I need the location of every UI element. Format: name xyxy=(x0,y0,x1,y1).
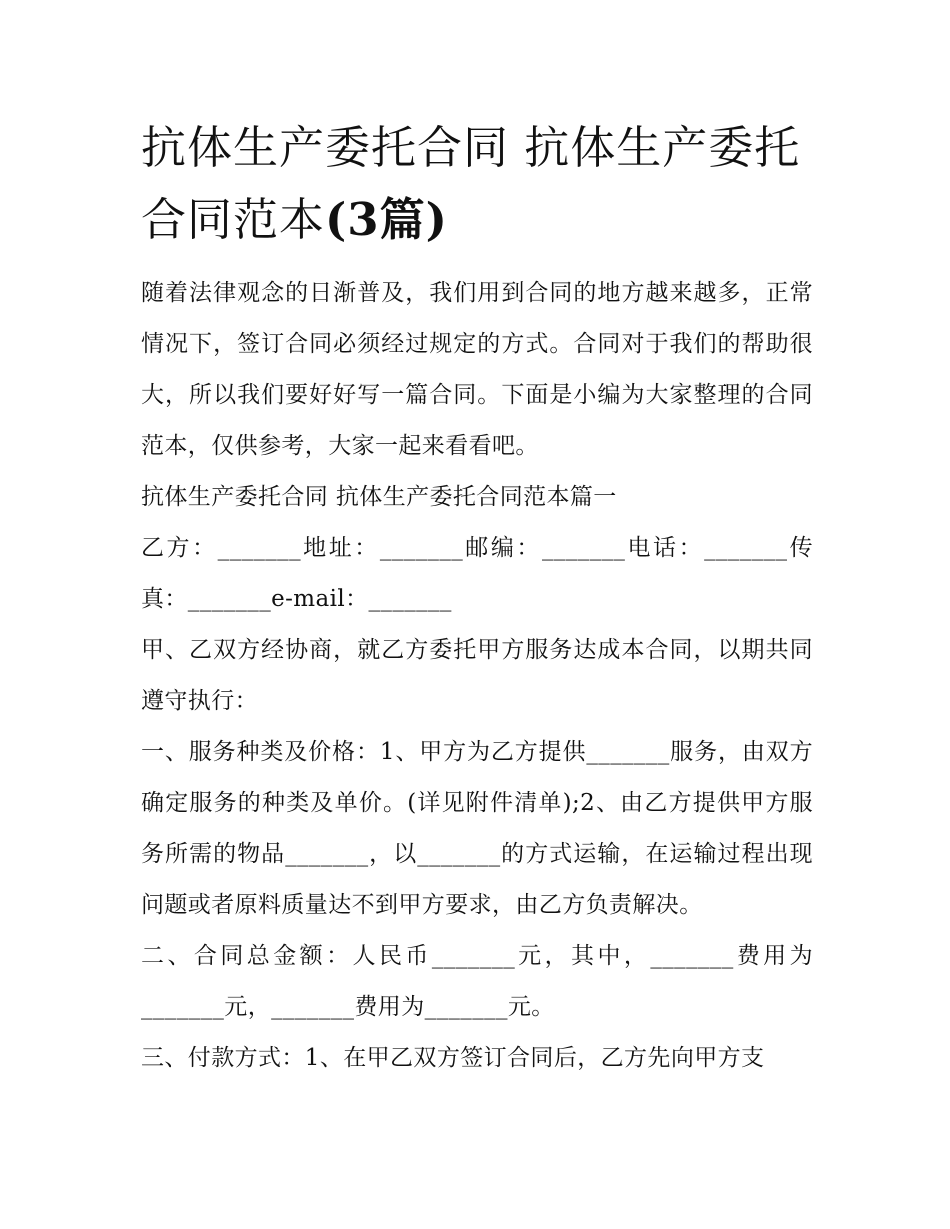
section-heading: 抗体生产委托合同 抗体生产委托合同范本篇一 xyxy=(141,484,617,510)
document-title xyxy=(141,112,813,256)
clause-service-types: 一、服务种类及价格：1、甲方为乙方提供_______服务，由双方确定服务的种类及单价。(详见附件清单);2、由乙方提供甲方服务所需的物品_______，以_______的方式运输，在运输过程出现问题或者原料质量达不到甲方要求，由乙方负责解决。 xyxy=(141,739,813,918)
intro-paragraph: 随着法律观念的日渐普及，我们用到合同的地方越来越多，正常情况下，签订合同必须经过规定的方式。合同对于我们的帮助很大，所以我们要好好写一篇合同。下面是小编为大家整理的合同范本，仅供参考，大家一起来看看吧。 xyxy=(141,280,813,459)
party-b-info: 乙方：_______地址：_______邮编：_______电话：_______传真：_______e-mail：_______ xyxy=(141,535,813,612)
document-page xyxy=(141,112,813,1084)
document-body xyxy=(141,268,813,1084)
agreement-preamble: 甲、乙双方经协商，就乙方委托甲方服务达成本合同，以期共同遵守执行： xyxy=(141,637,813,714)
clause-total-amount: 二、合同总金额：人民币_______元，其中，_______费用为_______元，_______费用为_______元。 xyxy=(141,943,813,1020)
title-suffix: (3篇) xyxy=(325,193,448,246)
title-main: 抗体生产委托合同 抗体生产委托合同范本 xyxy=(141,121,801,246)
clause-payment-method: 三、付款方式：1、在甲乙双方签订合同后，乙方先向甲方支 xyxy=(141,1045,765,1071)
